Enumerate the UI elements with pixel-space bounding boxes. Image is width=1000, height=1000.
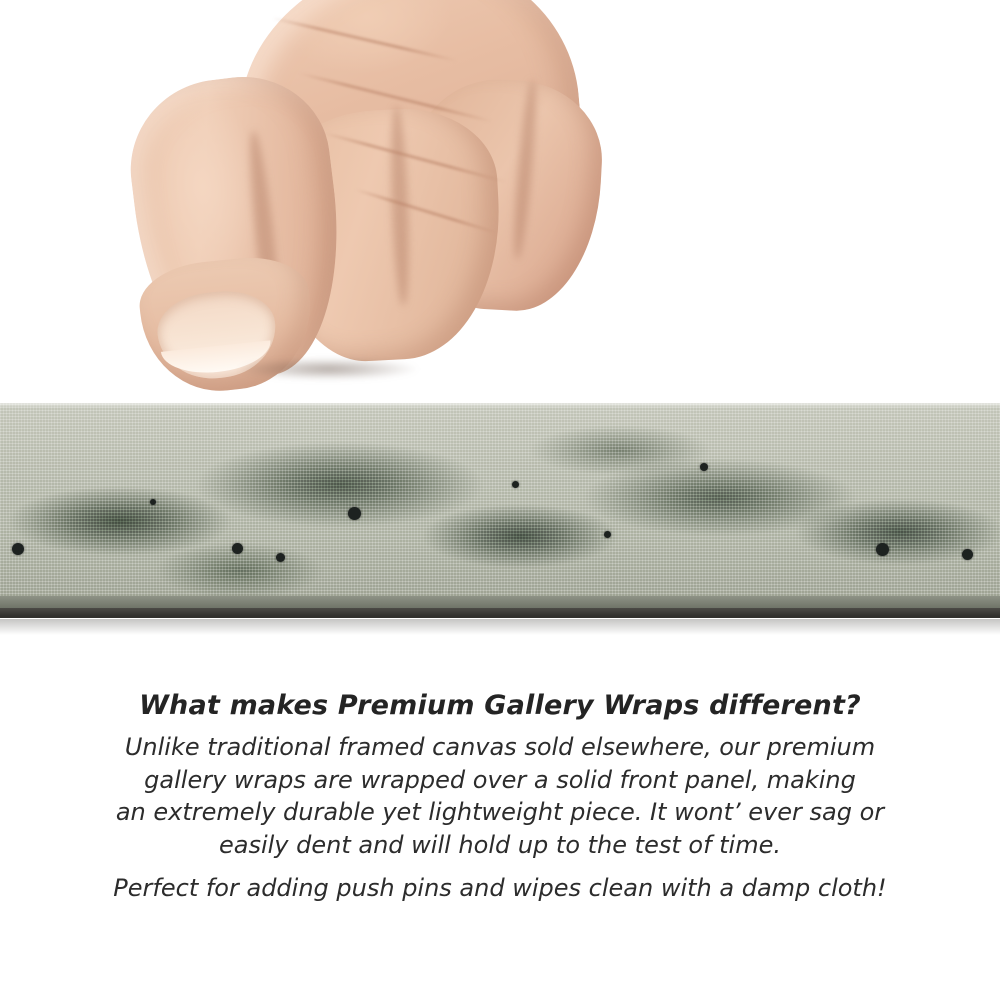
hand-pressing-on-canvas-edge	[120, 0, 600, 430]
finger-contact-shadow	[238, 358, 418, 380]
caption-body-line: Unlike traditional framed canvas sold elsewhere, our premium	[124, 733, 876, 761]
canvas-drop-shadow	[0, 619, 1000, 635]
paint-speck	[232, 543, 243, 554]
caption-block	[0, 690, 1000, 926]
canvas-top-highlight	[0, 403, 1000, 408]
caption-body	[0, 731, 1000, 862]
canvas-backing-edge	[0, 608, 1000, 618]
caption-final-line: Perfect for adding push pins and wipes clean with a damp cloth!	[113, 873, 887, 902]
paint-speck	[348, 507, 361, 520]
paint-speck	[876, 543, 889, 556]
caption-body-line: an extremely durable yet lightweight piece. It wont’ ever sag or	[115, 798, 885, 827]
caption-body-line: gallery wraps are wrapped over a solid front panel, making	[144, 765, 856, 794]
caption-heading: What makes Premium Gallery Wraps different?	[139, 690, 861, 721]
paint-speck	[512, 481, 519, 488]
paint-speck	[604, 531, 611, 538]
caption-body-line: easily dent and will hold up to the test of time.	[218, 830, 781, 859]
paint-speck	[962, 549, 973, 560]
canvas-wrap-edge-strip	[0, 403, 1000, 618]
paint-speck	[276, 553, 285, 562]
paint-speck	[700, 463, 708, 471]
canvas-weave-texture	[0, 403, 1000, 618]
paint-speck	[150, 499, 156, 505]
paint-speck	[12, 543, 24, 555]
canvas-bevel	[0, 596, 1000, 608]
